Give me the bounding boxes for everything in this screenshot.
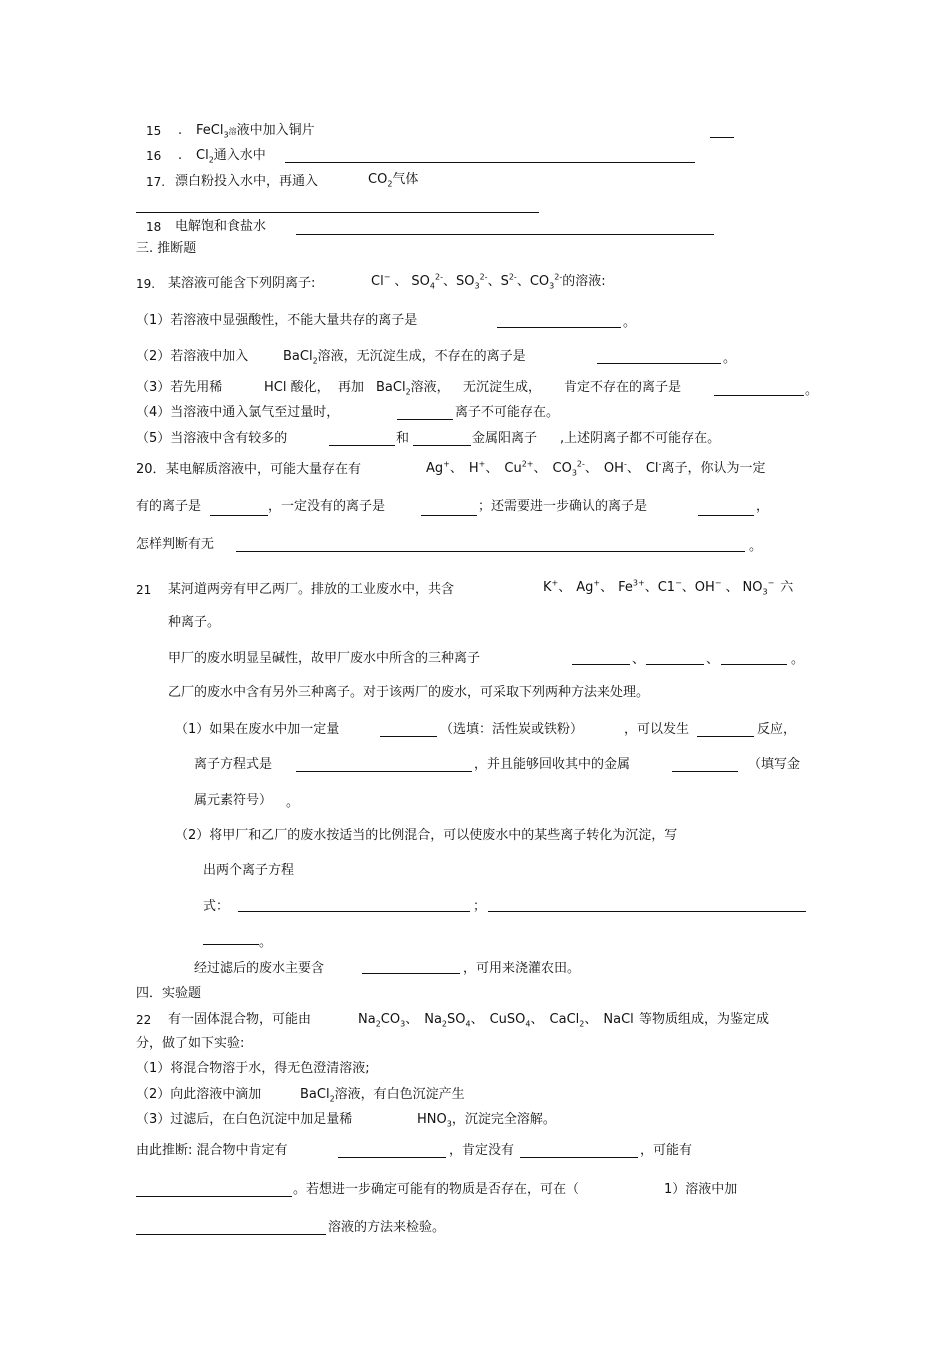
q21-filtered-answer-line [362,973,460,974]
q21-part2: （2）将甲厂和乙厂的废水按适当的比例混合，可以使废水中的某些离子转化为沉淀，写 [175,828,678,843]
q20-answer-line-4 [236,551,745,552]
q19-number: 19. [136,277,156,291]
q21-equation-answer-line [296,771,472,772]
q17-number: 17. [146,175,166,189]
q22-number: 22 [136,1013,152,1027]
q18-number: 18 [146,220,162,234]
q22-answer-line-3 [136,1196,292,1197]
q21-part2-answer-line-3 [203,944,259,945]
q21-part2-answer-line-2 [488,911,806,912]
q21-intro: 某河道两旁有甲乙两厂。排放的工业废水中，共含 [168,582,455,597]
section-3-heading: 三. 推断题 [136,241,197,256]
q20-answer-line-2 [421,515,477,516]
q20-answer-line-3 [698,515,754,516]
q16-text: $Cl_2$通入水中 [196,148,266,165]
q17-text: 漂白粉投入水中，再通入 [175,174,319,189]
q21-part1-choice: （选填：活性炭或铁粉） [440,722,584,737]
q22-step2-reagent: BaCl$_2$溶液，有白色沉淀产生 [300,1087,465,1104]
q20-ion-list: Ag+、 H+、 $Cu^{2+}$、 $CO_3^{2-}$、 OH-、 Cl-离子，你认为一定 [426,459,766,478]
q19-part3-result: 无沉淀生成， [463,380,542,395]
q19-part5-tail: ,上述阴离子都不可能存在。 [560,431,721,446]
q21-fill-hint-cont: 属元素符号） [194,793,273,808]
q22-confirm: 。若想进一步确定可能有的物质是否存在，可在（ [293,1182,580,1197]
q15-text: FeCl$_3$溶液中加入铜片 [196,123,315,140]
q19-part3-answer-line [714,395,804,396]
q21-part1-answer-line-1 [380,736,437,737]
q22-conclusion: 由此推断: 混合物中肯定有 [136,1143,288,1158]
q19-part5: （5）当溶液中含有较多的 [136,431,288,446]
q22-line2: 分，做了如下实验: [136,1036,245,1051]
q19-part5-answer-line-2 [413,445,471,446]
q21-equation-label: 离子方程式是 [194,757,273,772]
q22-step3: （3）过滤后，在白色沉淀中加足量稀 [136,1112,353,1127]
q19-part3-question: 肯定不存在的离子是 [564,380,682,395]
q21-line7-end: 。 [286,795,300,810]
q21-ion-list: K+、 Ag+、 $Fe^{3+}$、C1−、OH− 、 $NO_3^-$ 六 [543,578,794,597]
q21-part1-answer-line-2 [697,736,754,737]
q20-line2-b: ，一定没有的离子是 [268,499,386,514]
q19-part2: （2）若溶液中加入 [136,349,249,364]
q19-part2-answer-line [597,363,721,364]
q20-line2-d: ， [756,499,770,514]
q22-answer-line-2 [520,1157,638,1158]
q20-number: 20． [136,462,166,477]
q21-metal-answer-line [672,771,738,772]
q21-recover: ，并且能够回收其中的金属 [474,757,631,772]
q20-intro: 某电解质溶液中，可能大量存在有 [166,462,362,477]
q16-answer-line [285,162,695,163]
q22-step1: （1）将混合物溶于水，得无色澄清溶液; [136,1061,370,1076]
q20-line2-c: ；还需要进一步确认的离子是 [478,499,648,514]
q18-text: 电解饱和食盐水 [175,219,267,234]
q19-intro: 某溶液可能含下列阴离子: [168,276,316,291]
q21-part2-answer-line-1 [238,911,470,912]
q22-intro: 有一固体混合物，可能由 [168,1012,312,1027]
q19-part4-tail: 离子不可能存在。 [455,405,560,420]
q20-line2-a: 有的离子是 [136,499,202,514]
q22-conclusion-maybe: ，可能有 [640,1143,693,1158]
q19-part3-end: 。 [805,383,819,398]
q17-co2: $CO_2$气体 [368,172,419,189]
q15-number: 15 [146,124,162,138]
q19-part5-answer-line-1 [329,445,395,446]
q15-answer-line [710,137,734,138]
q22-confirm-tail: 1）溶液中加 [664,1182,738,1197]
q19-part3-acid: HCl 酸化， [264,380,330,395]
q22-step3-acid: $HNO_3$，沉淀完全溶解。 [417,1112,556,1129]
q19-part5-metal: 金属阳离子 [472,431,538,446]
q15-dot: . [178,123,183,138]
q22-substances: $Na_2CO_3$、 $Na_2SO_4$、 CuSO$_4$、 CaCl$_2$、 NaCl [358,1012,634,1029]
q19-part4-answer-line [397,419,453,420]
q19-part3-add: 再加 [338,380,365,395]
q22-answer-line-1 [338,1157,446,1158]
q19-part1-answer-line [497,327,621,328]
q19-ion-list: Cl− 、 $SO_4^{2-}$、$SO_3^{2-}$、$S^{2-}$、$CO_3^{2-}$的溶液: [371,272,606,291]
q22-answer-line-4 [136,1234,326,1235]
q21-number: 21 [136,583,152,597]
q17-answer-line [136,212,539,213]
q19-part1: （1）若溶液中显强酸性，不能大量共存的离子是 [136,313,418,328]
q21-part2-cont: 出两个离子方程 [203,863,295,878]
q22-step2: （2）向此溶液中滴加 [136,1087,262,1102]
q16-number: 16 [146,149,162,163]
q22-conclusion-not: ，肯定没有 [449,1143,515,1158]
q21-part2-semicolon: ； [473,899,487,914]
q19-part3: （3）若先用稀 [136,380,223,395]
q19-part3-reagent: BaCl$_2$溶液， [376,380,450,397]
q21-part1: （1）如果在废水中加一定量 [175,722,340,737]
q21-part2-end: 。 [259,935,273,950]
q21-ion-answer-line-2 [646,664,704,665]
q20-answer-line-1 [210,515,268,516]
q21-line4: 乙厂的废水中含有另外三种离子。对于该两厂的废水，可采取下列两种方法来处理。 [168,685,650,700]
q21-filtered-tail: ，可用来浇灌农田。 [463,961,581,976]
q21-sep-1: 、 [632,652,646,667]
q19-part4: （4）当溶液中通入氯气至过量时， [136,405,340,420]
q22-intro-tail: 等物质组成，为鉴定成 [639,1012,770,1027]
q21-line3: 甲厂的废水明显呈碱性，故甲厂废水中所含的三种离子 [168,651,481,666]
q22-method: 溶液的方法来检验。 [328,1220,446,1235]
q21-ion-answer-line-3 [721,664,787,665]
q21-filtered: 经过滤后的废水主要含 [194,961,325,976]
q21-part2-formula-label: 式： [203,899,230,914]
q20-line3: 怎样判断有无 [136,537,215,552]
q21-part1-tail: 反应， [757,722,797,737]
q19-part1-end: 。 [623,315,637,330]
q21-ion-answer-line-1 [572,664,630,665]
q21-line3-end: 。 [791,652,805,667]
q20-line3-end: 。 [749,539,763,554]
q21-part1-react: ，可以发生 [624,722,690,737]
q19-part2-reagent: BaCl$_2$溶液，无沉淀生成，不存在的离子是 [283,349,526,366]
q21-line2: 种离子。 [168,615,221,630]
q16-dot: . [178,148,183,163]
q21-sep-2: 、 [706,652,720,667]
q19-part2-end: 。 [723,351,737,366]
q19-part5-and: 和 [396,431,410,446]
q21-fill-hint: （填写金 [748,757,801,772]
section-4-heading: 四．实验题 [136,986,202,1001]
q18-answer-line [296,234,714,235]
